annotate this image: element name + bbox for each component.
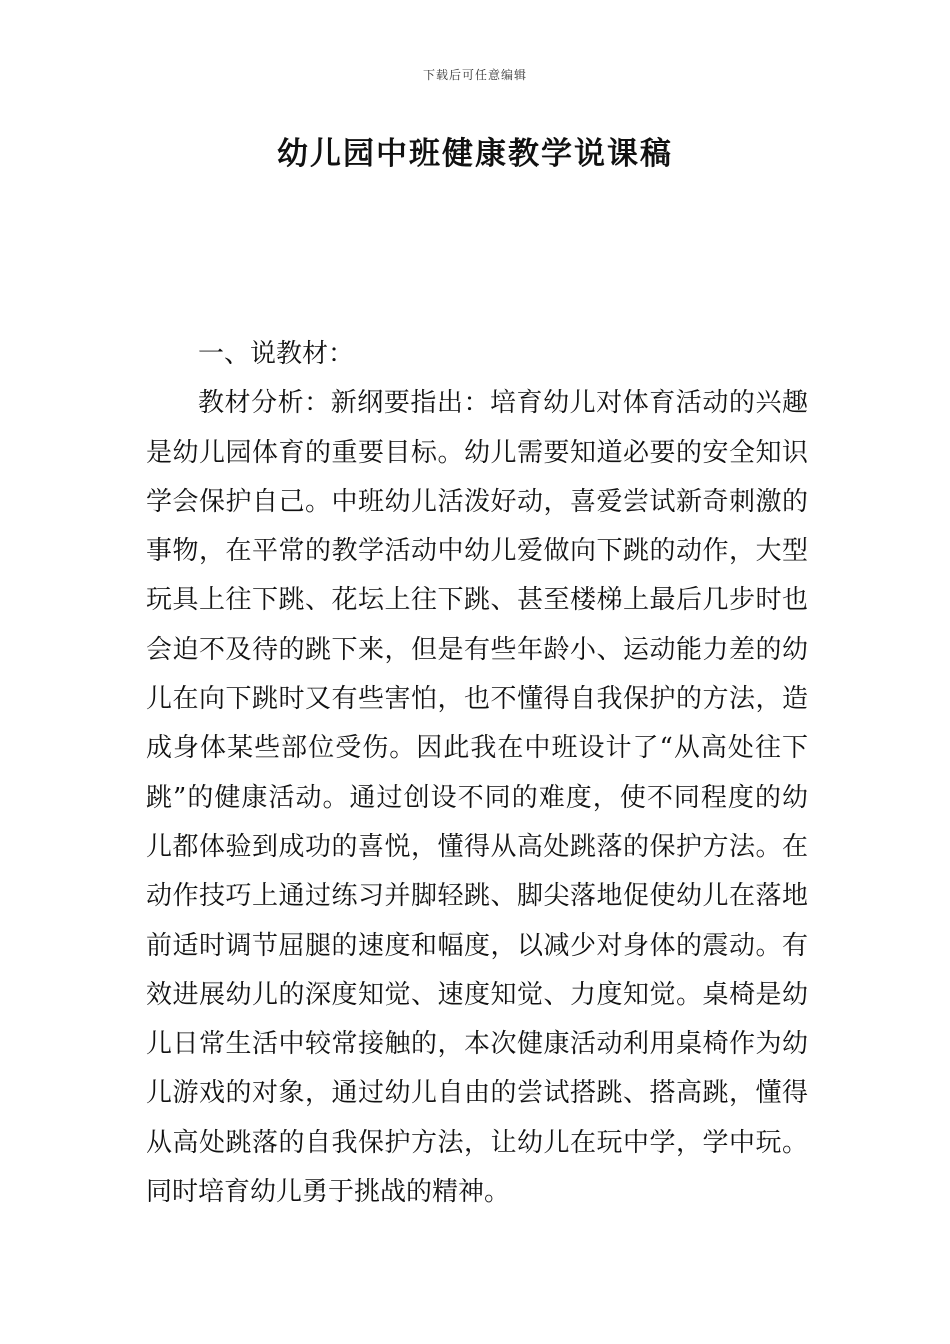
header-note: 下载后可任意编辑 [422, 68, 527, 82]
body-paragraph: 教材分析：新纲要指出：培育幼儿对体育活动的兴趣是幼儿园体育的重要目标。幼儿需要知道必要的安全知识学会保护自己。中班幼儿活泼好动，喜爱尝试新奇刺激的事物，在平常的教学活动中幼儿爱做向下跳的动作，大型玩具上往下跳、花坛上往下跳、甚至楼梯上最后几步时也会迫不及待的跳下来，但是有些年龄小、运动能力差的幼儿在向下跳时又有些害怕，也不懂得自我保护的方法，造成身体某些部位受伤。因此我在中班设计了“从高处往下跳”的健康活动。通过创设不同的难度，使不同程度的幼儿都体验到成功的喜悦，懂得从高处跳落的保护方法。在动作技巧上通过练习并脚轻跳、脚尖落地促使幼儿在落地前适时调节屈腿的速度和幅度，以减少对身体的震动。有效进展幼儿的深度知觉、速度知觉、力度知觉。桌椅是幼儿日常生活中较常接触的，本次健康活动利用桌椅作为幼儿游戏的对象，通过幼儿自由的尝试搭跳、搭高跳，懂得从高处跳落的自我保护方法，让幼儿在玩中学，学中玩。同时培育幼儿勇于挑战的精神。 [146, 388, 808, 1208]
document-title: 幼儿园中班健康教学说课稿 [277, 136, 673, 172]
section-heading: 一、说教材： [198, 339, 355, 369]
document-body [146, 330, 808, 1217]
